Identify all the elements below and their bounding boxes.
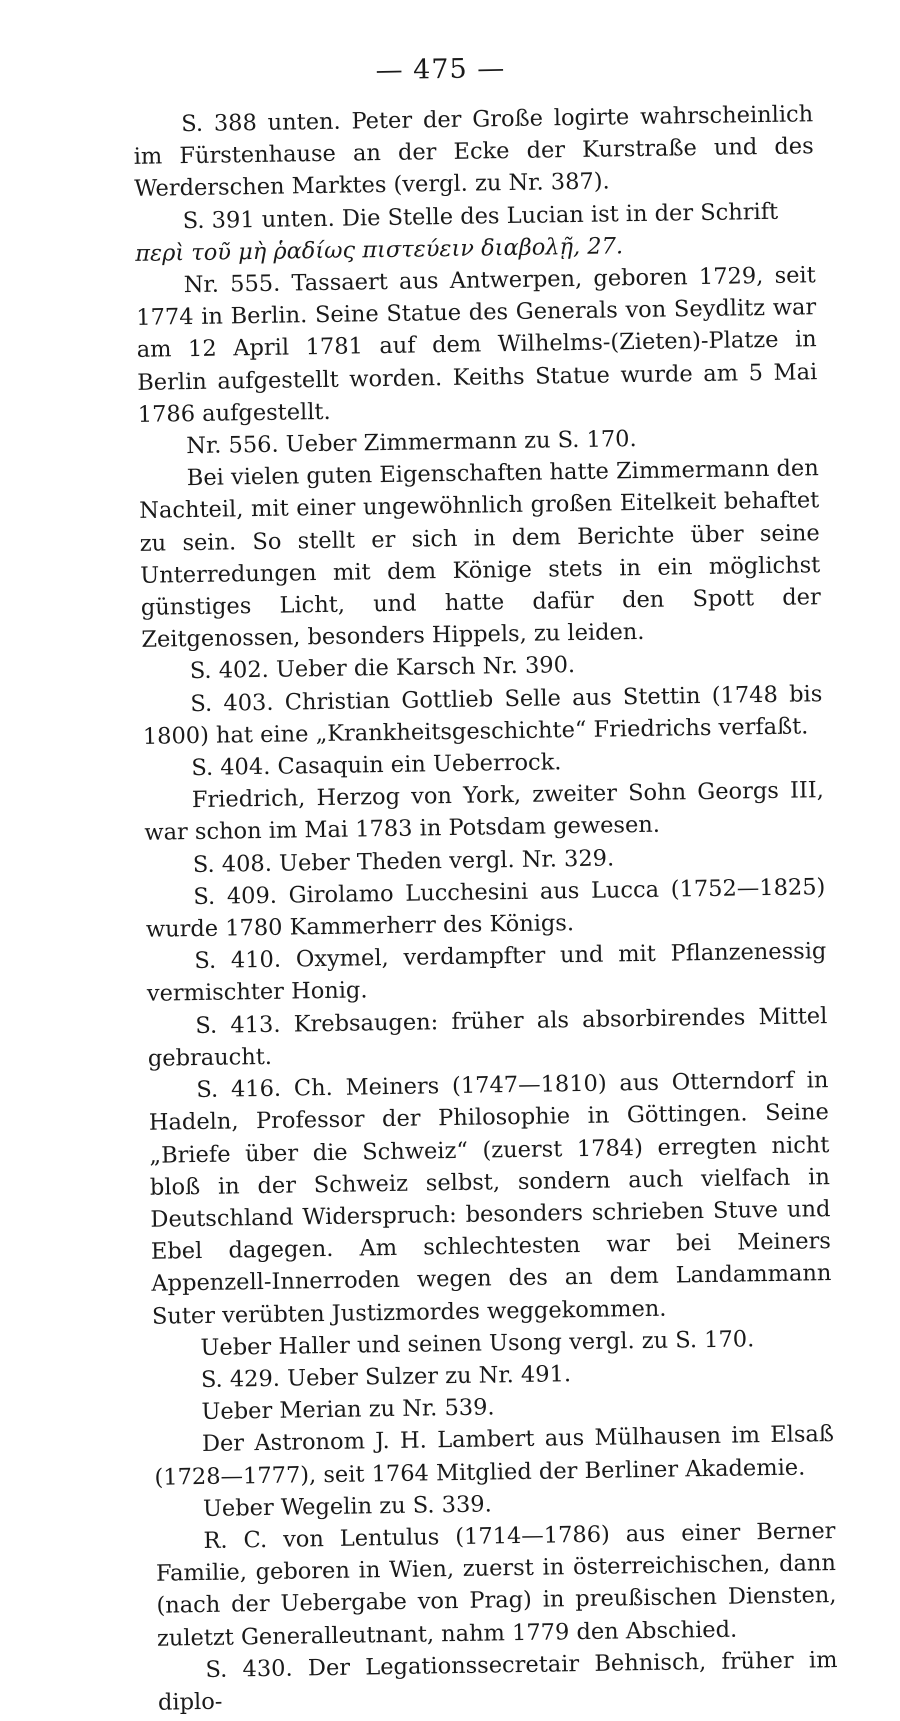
- paragraph-s402: S. 402. Ueber die Karsch Nr. 390.: [189, 652, 576, 685]
- paragraph-s404: S. 404. Casaquin ein Ueberrock.: [191, 749, 562, 782]
- paragraph-s430: S. 430. Der Legationssecretair Behnisch, früher im diplo-: [157, 1646, 838, 1716]
- paragraph-wegelin: Ueber Wegelin zu S. 339.: [202, 1491, 492, 1522]
- page-number: — 475 —: [375, 53, 506, 87]
- paragraph-haller: Ueber Haller und seinen Usong vergl. zu S. 170.: [200, 1326, 755, 1361]
- paragraph-s429: S. 429. Ueber Sulzer zu Nr. 491.: [200, 1361, 572, 1393]
- paragraph-s391: S. 391 unten. Die Stelle des Lucian ist in der Schrift: [182, 198, 779, 234]
- paragraph-s416: S. 416. Ch. Meiners (1747—1810) aus Otterndorf in Hadeln, Professor der Philosophie in Göttingen. Seine „Briefe über die Schweiz“ (zuerst 1784) erregten nicht bloß in der Schweiz selbst, sondern auch vielfach in Deutschland Widerspruch: besonders schrieben Stuve und Ebel dagegen. Am schlechtesten war bei Meiners Appenzell-Innerroden wegen des an dem Landammann Suter verübten Justizmordes weggekommen.: [148, 1067, 832, 1330]
- text-body: [133, 98, 838, 1719]
- paragraph-merian: Ueber Merian zu Nr. 539.: [201, 1394, 495, 1426]
- paragraph-s409: S. 409. Girolamo Lucchesini aus Lucca (1752—1825) wurde 1780 Kammerherr des Königs.: [145, 874, 826, 943]
- paragraph-zimmermann: Bei vielen guten Eigenschaften hatte Zimmermann den Nachteil, mit einer ungewöhnlich großen Eitelkeit behaftet zu sein. So stellt er sich in dem Berichte über seine Unterredungen mit dem Könige stets in ein möglichst günstiges Licht, und hatte dafür den Spott der Zeitgenossen, besonders Hippels, zu leiden.: [139, 455, 821, 654]
- paragraph-s408: S. 408. Ueber Theden vergl. Nr. 329.: [192, 845, 615, 878]
- paragraph-york: Friedrich, Herzog von York, zweiter Sohn Georgs III, war schon im Mai 1783 in Potsdam gewesen.: [144, 777, 824, 847]
- paragraph-s403: S. 403. Christian Gottlieb Selle aus Stettin (1748 bis 1800) hat eine „Krankheitsgeschichte“ Friedrichs verfaßt.: [142, 680, 823, 750]
- paragraph-nr555: Nr. 555. Tassaert aus Antwerpen, geboren 1729, seit 1774 in Berlin. Seine Statue des Generals von Seydlitz war am 12 April 1781 auf dem Wilhelms-(Zieten)-Platze in Berlin aufgestellt worden. Keiths Statue wurde am 5 Mai 1786 aufgestellt.: [136, 262, 818, 428]
- paragraph-lentulus: R. C. von Lentulus (1714—1786) aus einer Berner Familie, geboren in Wien, zuerst in österreichischen, dann (nach der Uebergabe von Prag) in preußischen Diensten, zuletzt Generalleutnant, nahm 1779 den Abschied.: [155, 1517, 837, 1652]
- paragraph-s413: S. 413. Krebsaugen: früher als absorbirendes Mittel gebraucht.: [147, 1002, 828, 1072]
- paragraph-lambert: Der Astronom J. H. Lambert aus Mülhausen im Elsaß (1728—1777), seit 1764 Mitglied der Berliner Akademie.: [154, 1421, 835, 1491]
- paragraph-s388: S. 388 unten. Peter der Große logirte wahrscheinlich im Fürstenhause an der Ecke der Kurstraße und des Werderschen Marktes (vergl. zu Nr. 387).: [133, 101, 814, 203]
- paragraph-greek-citation: περὶ τοῦ μὴ ῥαδίως πιστεύειν διαβολῇ, 27.: [135, 233, 624, 267]
- paragraph-s410: S. 410. Oxymel, verdampfter und mit Pflanzenessig vermischter Honig.: [146, 938, 827, 1008]
- paragraph-nr556: Nr. 556. Ueber Zimmermann zu S. 170.: [186, 426, 637, 460]
